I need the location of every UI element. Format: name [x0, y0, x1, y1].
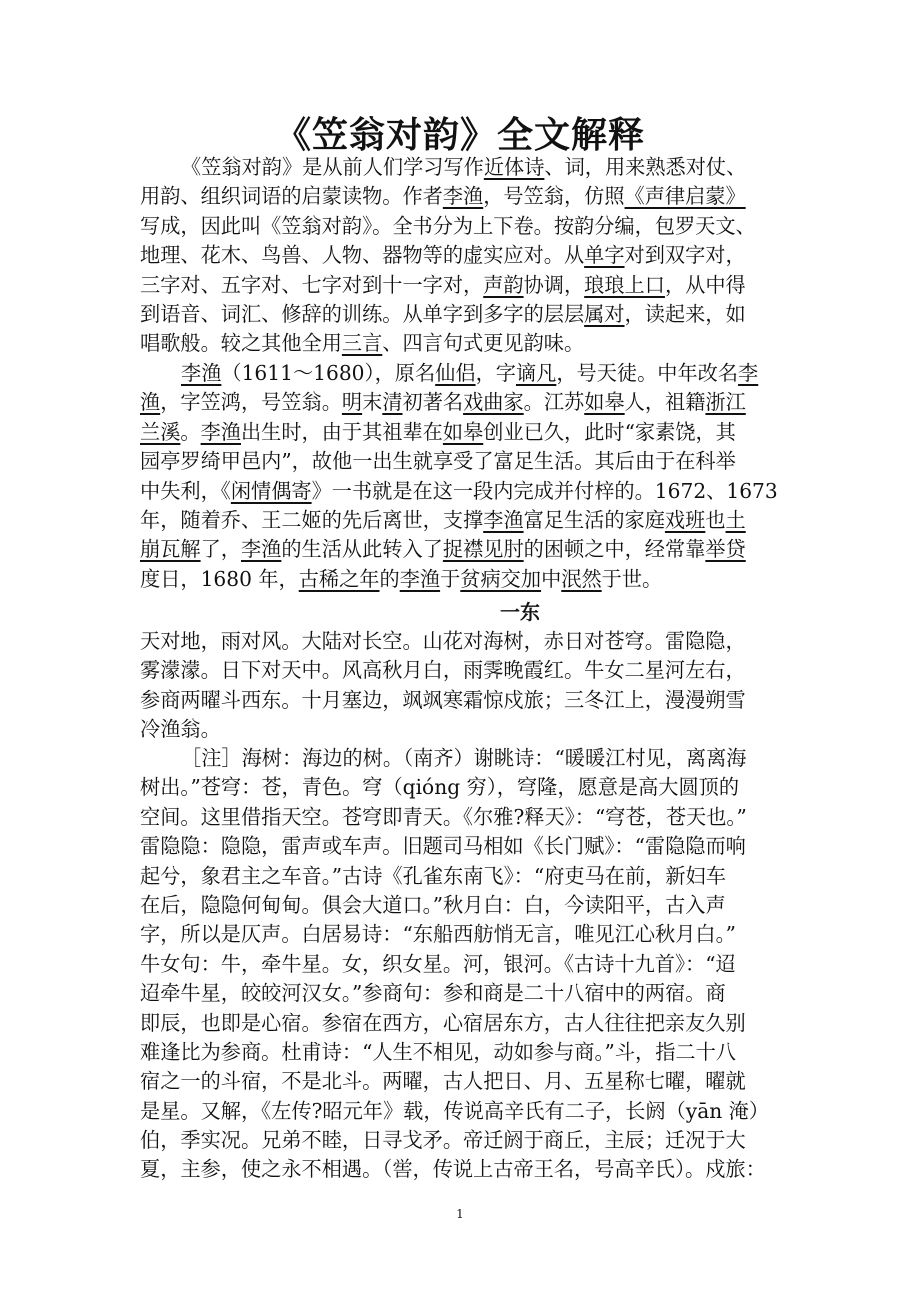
text-segment: ，号天徒。中年改名 — [556, 361, 739, 385]
text-segment: （1611～1680），原名 — [221, 361, 436, 385]
linked-term: 土 — [725, 507, 746, 532]
text-segment: 伯，季实况。兄弟不睦，日寻戈矛。帝迁阏于商丘，主辰；迁况于大 — [140, 1128, 746, 1153]
text-segment: 、四言句式更见韵味。 — [382, 331, 585, 356]
text-segment: ，从中得 — [664, 272, 746, 297]
linked-term: 《声律启蒙》 — [624, 184, 746, 209]
text-segment: 是星。又解，《左传?昭元年》载，传说高辛氏有二子，长阏（yān 淹） — [140, 1098, 770, 1123]
intro-paragraph — [140, 153, 785, 359]
text-line — [140, 300, 785, 329]
text-line — [140, 1097, 785, 1126]
text-line — [140, 565, 785, 594]
document-title: 《笠翁对韵》全文解释 — [274, 115, 645, 156]
text-line — [140, 329, 785, 358]
linked-term: 如皋 — [584, 390, 625, 415]
linked-term: 近体诗 — [483, 155, 545, 179]
text-line — [140, 686, 785, 715]
text-segment: 字，所以是仄声。白居易诗：“东船西舫悄无言，唯见江心秋月白。” — [140, 922, 736, 947]
text-segment: 《笠翁对韵》是从前人们学习写作 — [181, 155, 484, 179]
linked-term: 崩瓦解 — [140, 537, 201, 562]
text-segment: 。江苏 — [523, 390, 585, 415]
linked-term: 兰溪 — [140, 419, 181, 444]
text-line — [140, 862, 785, 891]
text-line — [140, 241, 785, 270]
text-segment: 于世。 — [601, 566, 663, 591]
text-line — [140, 1126, 785, 1155]
text-segment: 》一书就是在这一段内完成并付梓的。1672、1673 — [311, 478, 778, 503]
text-segment: 园亭罗绮甲邑内”，故他一出生就享受了富足生活。其后由于在科举 — [140, 449, 736, 474]
linked-term: 李渔 — [240, 537, 282, 562]
text-segment: 创业已久，此时“家素饶，其 — [483, 419, 736, 444]
linked-term: 李渔 — [483, 507, 524, 532]
linked-term: 举贷 — [705, 537, 746, 562]
linked-term: 仙侣 — [435, 361, 476, 385]
text-line — [140, 803, 785, 832]
notes-paragraph — [140, 744, 785, 1185]
text-segment: 出生时，由于其祖辈在 — [240, 419, 443, 444]
text-segment: 参商两曜斗西东。十月塞边，飒飒寒霜惊戍旅；三冬江上，漫漫朔雪 — [140, 687, 746, 712]
text-segment: 宿之一的斗宿，不是北斗。两曜，古人把日、月、五星称七曜，曜就 — [140, 1069, 746, 1094]
linked-term: 戏曲家 — [463, 390, 524, 415]
text-line — [140, 477, 785, 506]
section-heading: 一东 — [500, 600, 540, 624]
text-line — [140, 153, 785, 182]
linked-term: 古稀之年 — [298, 566, 380, 591]
biography-paragraph — [140, 359, 785, 594]
text-segment: 末 — [362, 390, 383, 415]
text-line — [140, 1155, 785, 1184]
text-segment: 协调， — [523, 272, 585, 297]
text-segment: 中 — [541, 566, 562, 591]
text-line — [140, 950, 785, 979]
text-line — [140, 920, 785, 949]
text-segment: 用韵、组织词语的启蒙读物。作者 — [140, 184, 443, 209]
text-line — [140, 979, 785, 1008]
text-segment: 在后，隐隐何甸甸。俱会大道口。”秋月白：白，今读阳平，古入声 — [140, 892, 726, 917]
linked-term: 琅琅上口 — [584, 272, 665, 297]
linked-term: 如皋 — [442, 419, 484, 444]
text-segment: 雷隐隐：隐隐，雷声或车声。旧题司马相如《长门赋》：“雷隐隐而响 — [140, 834, 746, 859]
text-segment: 牛女句：牛，牵牛星。女，织女星。河，银河。《古诗十九首》：“迢 — [140, 951, 736, 976]
text-segment: 了， — [200, 537, 241, 562]
text-segment: 夏，主参，使之永不相遇。（喾，传说上古帝王名，号高辛氏）。戍旅： — [140, 1157, 766, 1182]
linked-term: 李渔 — [181, 361, 222, 385]
text-line — [140, 447, 785, 476]
text-segment: ［注］海树：海边的树。（南齐）谢眺诗：“暖暖江村见，离离海 — [181, 746, 747, 770]
text-segment: ，字笠鸿，号笠翁。 — [160, 390, 342, 415]
linked-term: 李渔 — [200, 419, 241, 444]
text-segment: 难逢比为参商。杜甫诗：“人生不相见，动如参与商。”斗，指二十八 — [140, 1039, 736, 1064]
text-line — [140, 832, 785, 861]
linked-term: 明 — [341, 390, 363, 415]
text-segment: 度日，1680 年， — [140, 566, 299, 591]
text-segment: 雾濛濛。日下对天中。风高秋月白，雨霁晚霞红。牛女二星河左右， — [140, 658, 746, 683]
text-segment: 唱歌般。较之其他全用 — [140, 331, 342, 356]
linked-term: 单字 — [584, 243, 625, 268]
text-line — [140, 891, 785, 920]
text-segment: 、词，用来熟悉对仗、 — [544, 155, 747, 179]
page-number: 1 — [456, 1207, 464, 1221]
linked-term: 声韵 — [483, 272, 524, 297]
linked-term: 李渔 — [399, 566, 441, 591]
text-segment: 起兮，象君主之车音。”古诗《孔雀东南飞》：“府吏马在前，新妇车 — [140, 863, 726, 888]
text-segment: 对到双字对， — [624, 243, 746, 268]
text-line — [140, 359, 785, 388]
text-line — [140, 182, 785, 211]
linked-term: 李渔 — [442, 184, 484, 209]
text-segment: 树出。”苍穹：苍，青色。穹（qióng 穷），穹隆，愿意是高大圆顶的 — [140, 775, 740, 800]
text-segment: 。 — [180, 419, 201, 444]
text-line — [140, 715, 785, 744]
text-segment: ，读起来，如 — [624, 301, 746, 326]
linked-term: 闲情偶寄 — [230, 478, 312, 503]
text-segment: 即辰，也即是心宿。参宿在西方，心宿居东方，古人往往把亲友久别 — [140, 1010, 746, 1035]
text-line — [140, 418, 785, 447]
text-segment: 富足生活的家庭 — [523, 507, 665, 532]
text-segment: 于 — [440, 566, 461, 591]
linked-term: 三言 — [341, 331, 383, 356]
text-line — [140, 271, 785, 300]
text-segment: 的生活从此转入了 — [281, 537, 443, 562]
text-segment: 三字对、五字对、七字对到十一字对， — [140, 272, 484, 297]
text-line — [140, 506, 785, 535]
linked-term: 清 — [382, 390, 403, 415]
text-segment: 空间。这里借指天空。苍穹即青天。《尔雅?释天》：“穹苍，苍天也。” — [140, 804, 747, 829]
text-segment: 也 — [705, 507, 726, 532]
linked-term: 贫病交加 — [460, 566, 542, 591]
linked-term: 戏班 — [664, 507, 706, 532]
text-line — [140, 627, 785, 656]
text-segment: ，号笠翁，仿照 — [483, 184, 625, 209]
text-line — [140, 1067, 785, 1096]
linked-term: 渔 — [140, 390, 161, 415]
text-segment: 冷渔翁。 — [140, 717, 221, 742]
text-line — [140, 656, 785, 685]
text-segment: 的 — [379, 566, 400, 591]
text-line — [140, 1038, 785, 1067]
text-segment: ，字 — [475, 361, 516, 385]
text-segment: 写成，因此叫《笠翁对韵》。全书分为上下卷。按韵分编，包罗天文、 — [140, 213, 756, 238]
text-segment: 的困顿之中，经常靠 — [523, 537, 706, 562]
text-segment: 到语音、词汇、修辞的训练。从单字到多字的层层 — [140, 301, 585, 326]
text-segment: 年，随着乔、王二姬的先后离世，支撑 — [140, 507, 484, 532]
text-segment: 地理、花木、鸟兽、人物、器物等的虚实应对。从 — [140, 243, 585, 268]
text-segment: 迢牵牛星，皎皎河汉女。”参商句：参和商是二十八宿中的两宿。商 — [140, 981, 726, 1006]
text-segment: 天对地，雨对风。大陆对长空。山花对海树，赤日对苍穹。雷隐隐， — [140, 629, 746, 653]
linked-term: 浙江 — [705, 390, 746, 415]
text-line — [140, 388, 785, 417]
linked-term: 泯然 — [561, 566, 602, 591]
linked-term: 属对 — [584, 301, 625, 326]
linked-term: 谪凡 — [515, 361, 557, 385]
linked-term: 捉襟见肘 — [442, 537, 524, 562]
text-segment: 中失利，《 — [140, 478, 231, 503]
text-line — [140, 744, 785, 773]
text-line — [140, 773, 785, 802]
text-line — [140, 535, 785, 564]
linked-term: 李 — [738, 361, 759, 385]
text-line — [140, 212, 785, 241]
text-segment: 初著名 — [402, 390, 464, 415]
verse-paragraph — [140, 627, 785, 745]
text-line — [140, 1009, 785, 1038]
text-segment: 人，祖籍 — [624, 390, 706, 415]
